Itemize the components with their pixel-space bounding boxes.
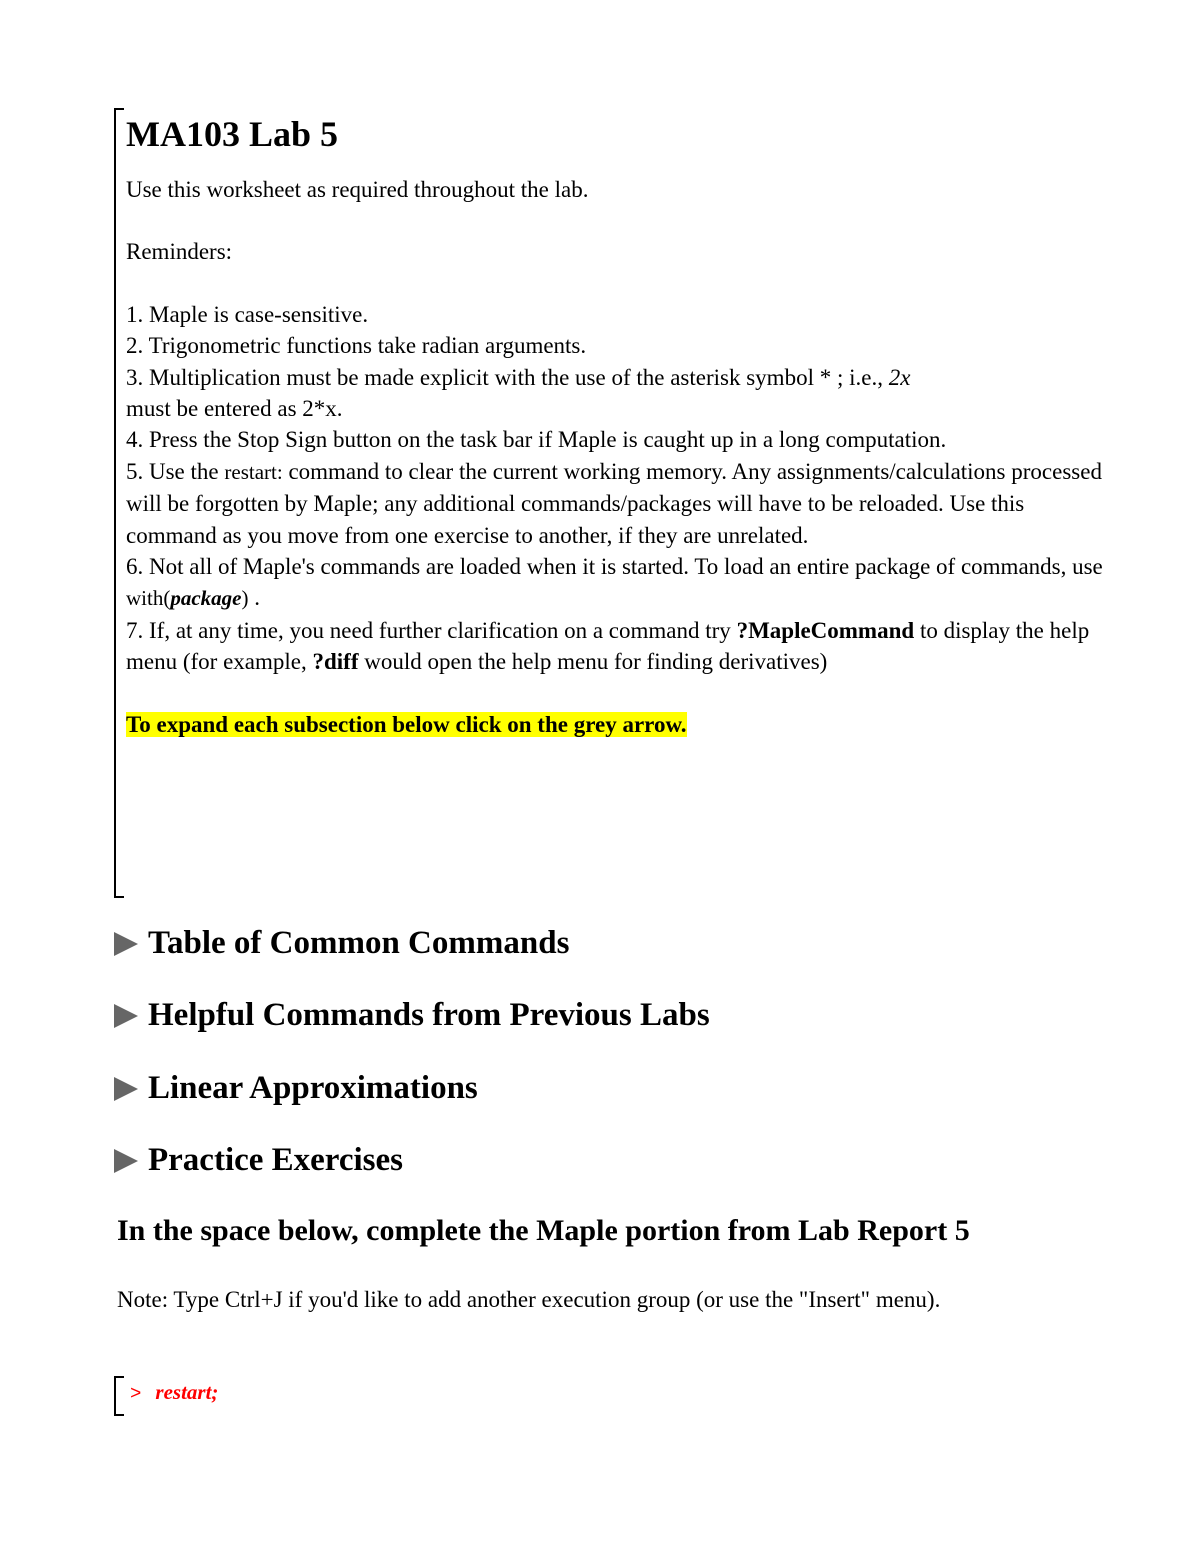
section-label: Table of Common Commands <box>148 925 570 961</box>
package-argument: package <box>170 586 242 611</box>
diff-help-example: ?diff <box>312 649 359 675</box>
expand-arrow-icon[interactable] <box>114 1149 138 1173</box>
section-label: Linear Approximations <box>148 1070 478 1106</box>
reminder-5 <box>126 456 1116 551</box>
expand-arrow-icon[interactable] <box>114 932 138 956</box>
execution-group-bracket[interactable] <box>114 1376 124 1416</box>
section-helpful-commands[interactable] <box>114 997 710 1034</box>
reminder-3 <box>126 362 1116 425</box>
reminder-3-text: 3. Multiplication must be made explicit with the use of the asterisk symbol * ; i.e., <box>126 364 889 390</box>
ctrl-j-note: Note: Type Ctrl+J if you'd like to add another execution group (or use the "Insert" menu). <box>117 1287 941 1312</box>
intro-group-bracket[interactable] <box>114 108 124 898</box>
reminder-3-math: 2x <box>888 364 911 390</box>
reminder-4: 4. Press the Stop Sign button on the task bar if Maple is caught up in a long computation. <box>126 427 947 453</box>
section-label: Practice Exercises <box>148 1142 404 1178</box>
restart-input[interactable]: restart; <box>155 1380 219 1404</box>
section-linear-approximations[interactable] <box>114 1070 478 1107</box>
intro-text-block <box>126 110 1116 740</box>
reminders-label: Reminders: <box>126 239 233 265</box>
expand-instruction <box>126 709 1116 740</box>
expand-arrow-icon[interactable] <box>114 1004 138 1028</box>
reminder-5-text: 5. Use the <box>126 458 225 484</box>
reminder-3-text-cont: must be entered as 2*x. <box>126 396 343 422</box>
reminder-6-end: . <box>248 585 260 611</box>
page-title: MA103 Lab 5 <box>126 114 339 154</box>
section-practice-exercises[interactable] <box>114 1142 403 1179</box>
lab-report-heading: In the space below, complete the Maple portion from Lab Report 5 <box>117 1214 970 1247</box>
maple-command-help: ?MapleCommand <box>736 617 915 643</box>
reminder-5-text-cont: command to clear the current working memory. Any assignments/calculations processed will be forgotten by Maple; any additional commands/packages will have to be reloaded. Use this command as you move from one exercise to another, if they are unrelated. <box>126 458 1102 548</box>
with-command-close: ) <box>241 586 249 611</box>
reminder-6-text: 6. Not all of Maple's commands are loaded when it is started. To load an entire package of commands, use <box>126 554 1103 580</box>
intro-paragraph: Use this worksheet as required throughout the lab. <box>126 177 589 202</box>
reminder-2: 2. Trigonometric functions take radian arguments. <box>126 333 587 359</box>
reminder-7-text-end: would open the help menu for finding derivatives) <box>358 649 828 675</box>
section-label: Helpful Commands from Previous Labs <box>148 997 710 1033</box>
reminder-1: 1. Maple is case-sensitive. <box>126 301 369 327</box>
reminder-6 <box>126 551 1116 615</box>
input-prompt: > <box>130 1383 142 1405</box>
expand-arrow-icon[interactable] <box>114 1077 138 1101</box>
reminder-7 <box>126 615 1116 678</box>
with-command-inline: with( <box>126 586 171 611</box>
reminder-7-text-cont: to display the help menu (for example, <box>126 617 1090 675</box>
restart-command-inline: restart: <box>224 459 283 484</box>
reminder-7-text: 7. If, at any time, you need further clarification on a command try <box>126 617 737 643</box>
expand-highlight: To expand each subsection below click on the grey arrow. <box>126 711 687 737</box>
section-table-of-common-commands[interactable] <box>114 925 569 962</box>
execution-group[interactable] <box>130 1380 218 1405</box>
